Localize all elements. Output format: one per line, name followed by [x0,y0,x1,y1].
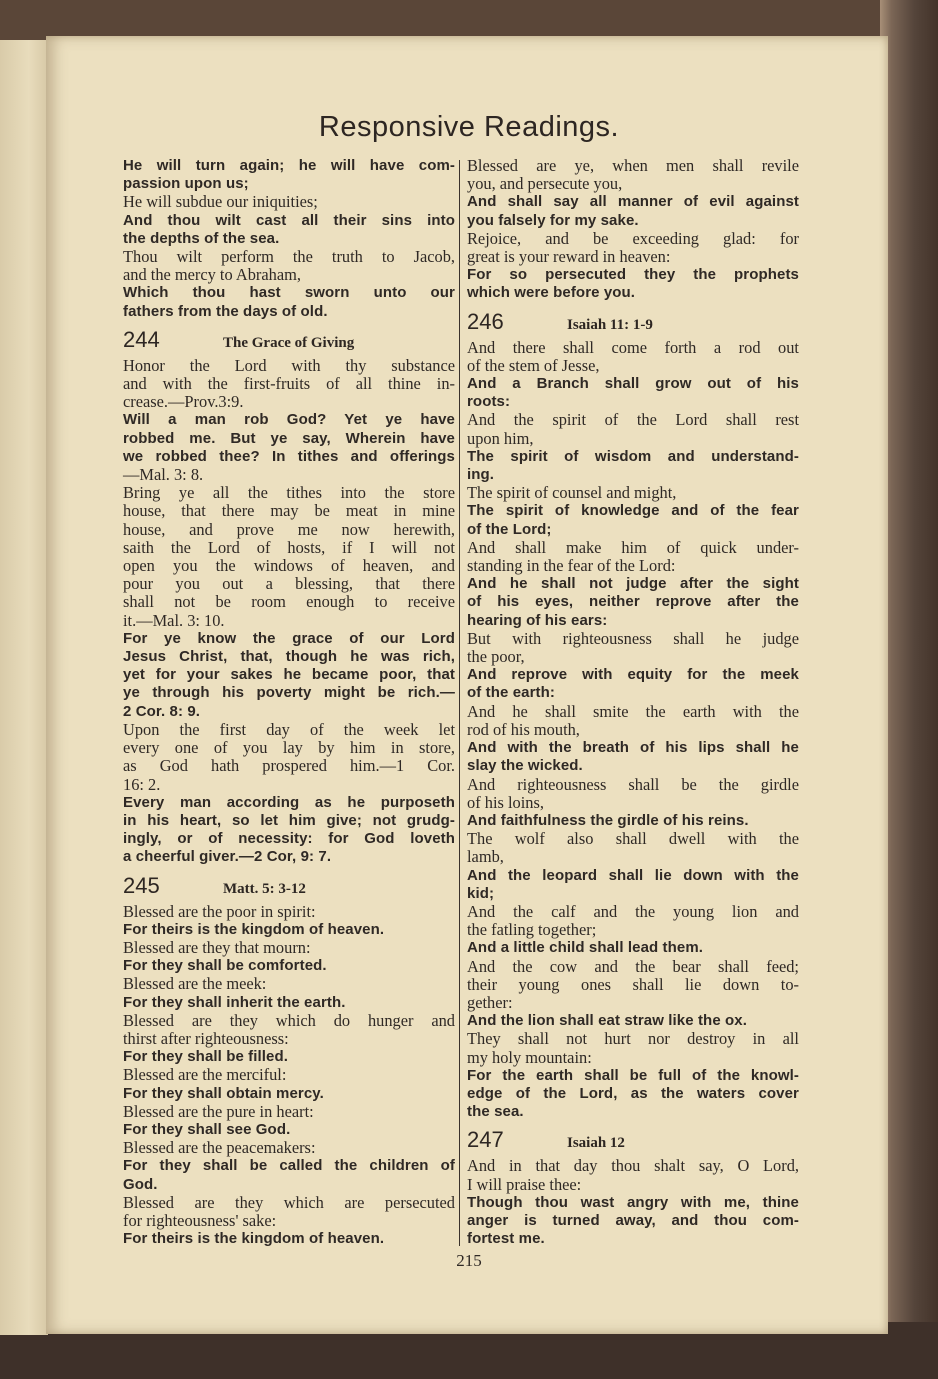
right-column [467,157,799,1248]
reading-number: 247 [467,1127,504,1153]
text-line: Rejoice, and be exceeding glad: for [467,228,799,248]
text-line: Which thou hast sworn unto our [123,284,455,302]
text-line: pour you out a blessing, that there [123,574,455,594]
reading-244-heading [123,326,455,355]
text-line: Blessed are ye, when men shall revile [467,156,799,175]
text-line: 16: 2. [123,774,161,794]
text-line: hearing of his ears: [467,611,608,629]
text-line: And with the breath of his lips shall he [467,739,799,757]
text-line: saith the Lord of hosts, if I will not [123,537,455,557]
text-line: For ye know the grace of our Lord [123,629,455,647]
text-line: for righteousness' sake: [123,1210,277,1230]
text-line: as God hath prospered him.—1 Cor. [123,756,455,776]
text-line: standing in the fear of the Lord: [467,556,676,576]
text-line: The spirit of knowledge and of the fear [467,502,799,520]
text-line: ing. [467,466,495,484]
text-line: But with righteousness shall he judge [467,628,799,648]
text-line: The wolf also shall dwell with the [467,829,799,849]
text-line: of the Lord; [467,520,552,538]
reading-247-text [467,1157,799,1248]
reading-244-text [123,357,455,867]
text-line: Though thou wast angry with me, thine [467,1193,799,1211]
text-line: house, and prove me now herewith, [123,519,455,539]
text-line: Will a man rob God? Yet ye have [123,411,455,429]
text-line: anger is turned away, and thou com- [467,1211,799,1229]
text-line: —Mal. 3: 8. [123,465,204,485]
text-line: lamb, [467,847,504,867]
text-line: He will subdue our iniquities; [123,192,318,212]
text-line: And a Branch shall grow out of his [467,375,799,393]
text-line: For theirs is the kingdom of heaven. [123,1230,385,1248]
text-line: of his loins, [467,792,544,812]
text-line: in his heart, so let him give; not grudg- [123,811,455,829]
text-line: Honor the Lord with thy substance [123,355,455,375]
text-line: And reprove with equity for the meek [467,666,799,684]
text-line: Blessed are they which are persecuted [123,1192,455,1212]
text-line: For they shall be comforted. [123,957,327,975]
reading-247-heading [467,1127,799,1155]
reading-number: 246 [467,308,504,334]
text-line: of the earth: [467,684,555,702]
text-line: open you the windows of heaven, and [123,556,455,576]
text-line: gether: [467,992,513,1012]
text-line: And faithfulness the girdle of his reins. [467,811,749,829]
text-line: and with the first-fruits of all thine in- [123,374,455,394]
text-line: ye through his poverty might be rich.— [123,684,455,702]
text-line: ingly, or of necessity: for God loveth [123,830,455,848]
text-line: you, and persecute you, [467,174,623,194]
text-line: the poor, [467,647,525,667]
text-line: edge of the Lord, as the waters cover [467,1084,799,1102]
text-line: And the calf and the young lion and [467,901,799,921]
reading-title: Isaiah 11: 1-9 [567,316,653,333]
text-line: which were before you. [467,284,636,302]
text-line: crease.—Prov.3:9. [123,392,244,412]
text-line: I will praise thee: [467,1174,582,1194]
text-line: And the spirit of the Lord shall rest [467,410,799,430]
text-line: Blessed are the merciful: [123,1065,287,1085]
text-line: roots: [467,393,511,411]
text-line: For they shall see God. [123,1120,291,1138]
text-line: a cheerful giver.—2 Cor, 9: 7. [123,848,332,866]
text-line: They shall not hurt nor destroy in all [467,1029,799,1049]
text-line: my holy mountain: [467,1047,592,1067]
reading-245-heading [123,872,455,901]
reading-number: 245 [123,872,160,898]
text-line: And the cow and the bear shall feed; [467,956,799,976]
text-line: of his eyes, neither reprove after the [467,593,799,611]
text-line: And the lion shall eat straw like the ox. [467,1012,747,1030]
text-line: kid; [467,884,495,902]
text-line: For they shall be called the children of [123,1157,455,1175]
text-line: house, that there may be meat in mine [123,501,455,521]
text-line: you falsely for my sake. [467,211,639,229]
reading-title: Matt. 5: 3-12 [223,880,306,897]
text-line: robbed me. But ye say, Wherein have [123,429,455,447]
text-line: thirst after righteousness: [123,1028,289,1048]
text-line: The spirit of counsel and might, [467,483,677,503]
text-line: Thou wilt perform the truth to Jacob, [123,247,455,267]
text-line: it.—Mal. 3: 10. [123,610,225,630]
text-line: For they shall be filled. [123,1048,289,1066]
text-line: yet for your sakes he became poor, that [123,666,455,684]
text-line: For the earth shall be full of the knowl- [467,1066,799,1084]
text-line: of the stem of Jesse, [467,355,600,375]
column-divider [459,160,460,1246]
text-line: shall not be room enough to receive [123,592,455,612]
text-line: fathers from the days of old. [123,302,328,320]
text-line: The spirit of wisdom and understand- [467,447,799,465]
text-line: passion upon us; [123,175,249,193]
text-line: slay the wicked. [467,757,583,775]
text-line: For they shall inherit the earth. [123,993,346,1011]
reading-246-text [467,339,799,1122]
text-line: fortest me. [467,1230,545,1248]
text-line: And he shall smite the earth with the [467,701,799,721]
text-line: And shall make him of quick under- [467,537,799,557]
text-line: For so persecuted they the prophets [467,266,799,284]
reading-number: 244 [123,326,160,352]
text-line: Bring ye all the tithes into the store [123,483,455,503]
text-line: And in that day thou shalt say, O Lord, [467,1156,799,1176]
text-line: Blessed are the poor in spirit: [123,901,316,921]
text-line: And he shall not judge after the sight [467,575,799,593]
text-line: Blessed are they that mourn: [123,937,311,957]
text-line: And the leopard shall lie down with the [467,866,799,884]
text-line: Blessed are they which do hunger and [123,1010,455,1030]
reading-title: The Grace of Giving [223,334,355,351]
text-line: rod of his mouth, [467,719,580,739]
text-line: Upon the first day of the week let [123,719,455,739]
text-line: Blessed are the pure in heart: [123,1101,314,1121]
text-line: And a little child shall lead them. [467,939,704,957]
book-cover-right [880,0,938,1379]
text-line: the sea. [467,1103,524,1121]
text-line: And shall say all manner of evil against [467,193,799,211]
text-line: the depths of the sea. [123,229,280,247]
text-line: Blessed are the meek: [123,974,267,994]
text-line: we robbed thee? In tithes and offerings [123,447,455,465]
text-line: Every man according as he purposeth [123,793,455,811]
reading-246-heading [467,308,799,337]
text-line: He will turn again; he will have com- [123,157,455,174]
reading-245-text [123,903,455,1249]
text-line: And there shall come forth a rod out [467,337,799,357]
text-line: their young ones shall lie down to- [467,974,799,994]
text-line: every one of you lay by him in store, [123,738,455,758]
page-title: Responsive Readings. [318,111,620,143]
text-line: and the mercy to Abraham, [123,265,301,285]
text-line: 2 Cor. 8: 9. [123,702,201,720]
text-line: And thou wilt cast all their sins into [123,211,455,229]
text-line: For they shall obtain mercy. [123,1084,324,1102]
text-line: Blessed are the peacemakers: [123,1138,316,1158]
intro-passage-right [467,157,799,303]
facing-page-edge [0,40,48,1335]
text-line: Jesus Christ, that, though he was rich, [123,648,455,666]
text-line: great is your reward in heaven: [467,247,671,267]
intro-passage-left [123,157,455,321]
text-line: God. [123,1175,158,1193]
reading-title: Isaiah 12 [567,1135,625,1152]
text-line: the fatling together; [467,920,597,940]
text-line: For theirs is the kingdom of heaven. [123,920,385,938]
page-number: 215 [456,1251,482,1270]
text-line: And righteousness shall be the girdle [467,774,799,794]
left-column [123,157,455,1248]
text-line: upon him, [467,428,534,448]
